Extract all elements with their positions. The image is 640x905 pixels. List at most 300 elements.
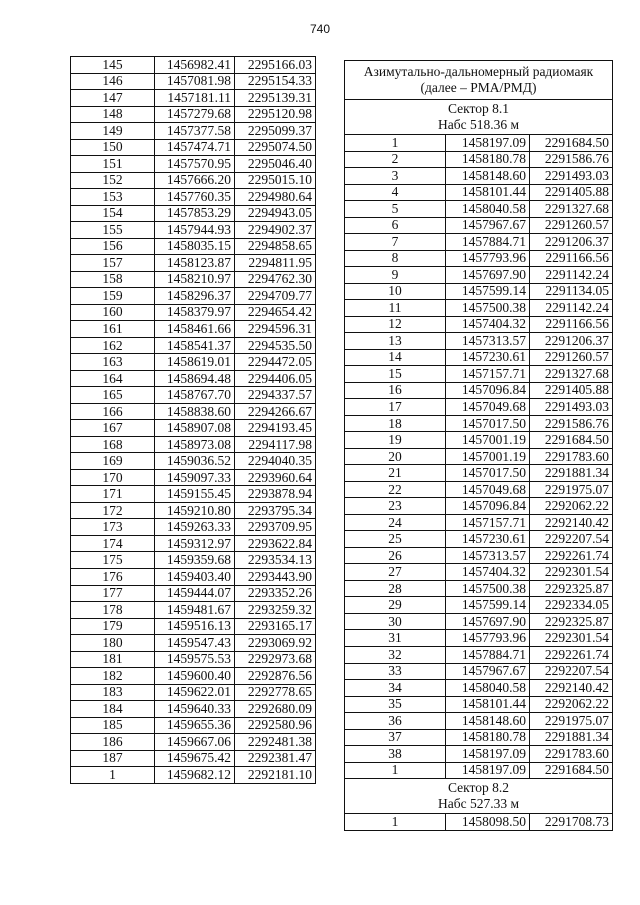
coordinate-x: 1458148.60 bbox=[446, 713, 530, 730]
coordinate-x: 1457001.19 bbox=[446, 448, 530, 465]
coordinates-table-right bbox=[344, 60, 613, 831]
coordinate-y: 2294858.65 bbox=[235, 238, 316, 255]
coordinate-x: 1458541.37 bbox=[155, 337, 235, 354]
coordinate-y: 2291493.03 bbox=[530, 168, 613, 185]
coordinate-x: 1457697.90 bbox=[446, 613, 530, 630]
table-row bbox=[345, 547, 613, 564]
point-number: 34 bbox=[345, 680, 446, 697]
coordinate-y: 2292207.54 bbox=[530, 663, 613, 680]
coordinate-x: 1459675.42 bbox=[155, 750, 235, 767]
coordinate-x: 1458148.60 bbox=[446, 168, 530, 185]
table-row bbox=[71, 403, 316, 420]
coordinate-x: 1457230.61 bbox=[446, 531, 530, 548]
table-row bbox=[71, 57, 316, 74]
table-row bbox=[71, 734, 316, 751]
coordinate-y: 2295046.40 bbox=[235, 156, 316, 173]
coordinate-y: 2291405.88 bbox=[530, 382, 613, 399]
coordinate-x: 1458767.70 bbox=[155, 387, 235, 404]
table-row bbox=[71, 535, 316, 552]
coordinate-x: 1457967.67 bbox=[446, 217, 530, 234]
coordinate-y: 2295154.33 bbox=[235, 73, 316, 90]
point-number: 166 bbox=[71, 403, 155, 420]
table-row bbox=[345, 680, 613, 697]
table-row bbox=[345, 283, 613, 300]
coordinate-y: 2293622.84 bbox=[235, 535, 316, 552]
coordinate-x: 1457793.96 bbox=[446, 250, 530, 267]
point-number: 20 bbox=[345, 448, 446, 465]
coordinate-x: 1458197.09 bbox=[446, 135, 530, 152]
coordinate-y: 2291708.73 bbox=[530, 814, 613, 831]
table-row bbox=[345, 184, 613, 201]
coordinate-y: 2294902.37 bbox=[235, 222, 316, 239]
point-number: 154 bbox=[71, 205, 155, 222]
point-number: 36 bbox=[345, 713, 446, 730]
point-number: 157 bbox=[71, 255, 155, 272]
table-row bbox=[345, 432, 613, 449]
table-row bbox=[71, 684, 316, 701]
table-row bbox=[71, 552, 316, 569]
coordinate-x: 1459600.40 bbox=[155, 668, 235, 685]
table-row bbox=[345, 382, 613, 399]
coordinates-table-left-body bbox=[71, 57, 316, 784]
coordinate-y: 2291783.60 bbox=[530, 448, 613, 465]
coordinate-x: 1457853.29 bbox=[155, 205, 235, 222]
table-row bbox=[71, 701, 316, 718]
table-row bbox=[71, 668, 316, 685]
table-row bbox=[71, 750, 316, 767]
table-row bbox=[345, 514, 613, 531]
point-number: 1 bbox=[345, 762, 446, 779]
table-row bbox=[345, 746, 613, 763]
point-number: 1 bbox=[345, 814, 446, 831]
coordinate-y: 2293878.94 bbox=[235, 486, 316, 503]
coordinate-x: 1458296.37 bbox=[155, 288, 235, 305]
coordinate-x: 1458098.50 bbox=[446, 814, 530, 831]
coordinate-y: 2291206.37 bbox=[530, 333, 613, 350]
point-number: 28 bbox=[345, 580, 446, 597]
coordinate-y: 2295166.03 bbox=[235, 57, 316, 74]
table-row bbox=[345, 498, 613, 515]
coordinate-y: 2295120.98 bbox=[235, 106, 316, 123]
table-row bbox=[71, 156, 316, 173]
point-number: 8 bbox=[345, 250, 446, 267]
point-number: 18 bbox=[345, 415, 446, 432]
point-number: 173 bbox=[71, 519, 155, 536]
table-row bbox=[345, 762, 613, 779]
table-row bbox=[345, 201, 613, 218]
coordinate-x: 1458197.09 bbox=[446, 762, 530, 779]
point-number: 15 bbox=[345, 366, 446, 383]
coordinate-y: 2291166.56 bbox=[530, 316, 613, 333]
coordinate-y: 2291684.50 bbox=[530, 135, 613, 152]
coordinate-y: 2294943.05 bbox=[235, 205, 316, 222]
coordinate-x: 1459263.33 bbox=[155, 519, 235, 536]
point-number: 31 bbox=[345, 630, 446, 647]
coordinate-x: 1457793.96 bbox=[446, 630, 530, 647]
point-number: 151 bbox=[71, 156, 155, 173]
point-number: 155 bbox=[71, 222, 155, 239]
coordinate-x: 1459155.45 bbox=[155, 486, 235, 503]
sector-header-row bbox=[345, 779, 613, 814]
point-number: 9 bbox=[345, 267, 446, 284]
coordinate-y: 2292062.22 bbox=[530, 498, 613, 515]
table-row bbox=[71, 651, 316, 668]
coordinate-x: 1459359.68 bbox=[155, 552, 235, 569]
table-row bbox=[71, 519, 316, 536]
coordinate-x: 1457096.84 bbox=[446, 382, 530, 399]
coordinate-x: 1457884.71 bbox=[446, 646, 530, 663]
coordinate-x: 1457230.61 bbox=[446, 349, 530, 366]
table-row bbox=[71, 717, 316, 734]
coordinate-y: 2294406.05 bbox=[235, 370, 316, 387]
sector-header bbox=[345, 779, 613, 814]
point-number: 163 bbox=[71, 354, 155, 371]
table-row bbox=[71, 304, 316, 321]
point-number: 2 bbox=[345, 151, 446, 168]
coordinate-x: 1459575.53 bbox=[155, 651, 235, 668]
coordinate-x: 1457049.68 bbox=[446, 481, 530, 498]
point-number: 19 bbox=[345, 432, 446, 449]
point-number: 156 bbox=[71, 238, 155, 255]
point-number: 182 bbox=[71, 668, 155, 685]
table-row bbox=[71, 453, 316, 470]
point-number: 14 bbox=[345, 349, 446, 366]
table-row bbox=[71, 486, 316, 503]
coordinate-y: 2291975.07 bbox=[530, 481, 613, 498]
table-row bbox=[71, 123, 316, 140]
coordinate-y: 2292140.42 bbox=[530, 680, 613, 697]
coordinate-y: 2292062.22 bbox=[530, 696, 613, 713]
table-row bbox=[345, 564, 613, 581]
coordinate-x: 1457313.57 bbox=[446, 333, 530, 350]
coordinate-y: 2291684.50 bbox=[530, 432, 613, 449]
point-number: 3 bbox=[345, 168, 446, 185]
coordinate-y: 2291684.50 bbox=[530, 762, 613, 779]
coordinate-x: 1459516.13 bbox=[155, 618, 235, 635]
coordinate-y: 2291881.34 bbox=[530, 465, 613, 482]
point-number: 164 bbox=[71, 370, 155, 387]
point-number: 183 bbox=[71, 684, 155, 701]
coordinate-x: 1457570.95 bbox=[155, 156, 235, 173]
point-number: 175 bbox=[71, 552, 155, 569]
coordinate-x: 1459655.36 bbox=[155, 717, 235, 734]
coordinate-x: 1459622.01 bbox=[155, 684, 235, 701]
coordinate-y: 2294535.50 bbox=[235, 337, 316, 354]
table-row bbox=[345, 729, 613, 746]
coordinate-x: 1457599.14 bbox=[446, 283, 530, 300]
table-row bbox=[71, 602, 316, 619]
coordinate-x: 1458694.48 bbox=[155, 370, 235, 387]
point-number: 27 bbox=[345, 564, 446, 581]
point-number: 181 bbox=[71, 651, 155, 668]
coordinate-y: 2293069.92 bbox=[235, 635, 316, 652]
table-row bbox=[345, 168, 613, 185]
point-number: 21 bbox=[345, 465, 446, 482]
coordinate-y: 2294709.77 bbox=[235, 288, 316, 305]
table-row bbox=[71, 635, 316, 652]
point-number: 185 bbox=[71, 717, 155, 734]
table-row bbox=[71, 271, 316, 288]
point-number: 11 bbox=[345, 300, 446, 317]
table-row bbox=[345, 151, 613, 168]
table-row bbox=[71, 238, 316, 255]
coordinate-x: 1457404.32 bbox=[446, 316, 530, 333]
coordinate-y: 2292261.74 bbox=[530, 646, 613, 663]
coordinate-y: 2292778.65 bbox=[235, 684, 316, 701]
coordinate-y: 2293259.32 bbox=[235, 602, 316, 619]
point-number: 147 bbox=[71, 90, 155, 107]
coordinate-x: 1458101.44 bbox=[446, 696, 530, 713]
table-row bbox=[345, 135, 613, 152]
coordinate-x: 1457081.98 bbox=[155, 73, 235, 90]
table-header-row bbox=[345, 61, 613, 100]
coordinate-y: 2292876.56 bbox=[235, 668, 316, 685]
coordinate-x: 1457157.71 bbox=[446, 514, 530, 531]
coordinate-x: 1457017.50 bbox=[446, 465, 530, 482]
coordinate-x: 1458035.15 bbox=[155, 238, 235, 255]
table-row bbox=[71, 469, 316, 486]
point-number: 37 bbox=[345, 729, 446, 746]
coordinate-x: 1458973.08 bbox=[155, 436, 235, 453]
table-row bbox=[345, 217, 613, 234]
coordinate-x: 1458180.78 bbox=[446, 151, 530, 168]
coordinate-y: 2291260.57 bbox=[530, 349, 613, 366]
point-number: 187 bbox=[71, 750, 155, 767]
coordinate-y: 2294040.35 bbox=[235, 453, 316, 470]
coordinate-y: 2292381.47 bbox=[235, 750, 316, 767]
table-row bbox=[71, 568, 316, 585]
coordinate-x: 1457017.50 bbox=[446, 415, 530, 432]
coordinate-y: 2294596.31 bbox=[235, 321, 316, 338]
coordinate-x: 1457096.84 bbox=[446, 498, 530, 515]
point-number: 24 bbox=[345, 514, 446, 531]
point-number: 16 bbox=[345, 382, 446, 399]
table-row bbox=[71, 321, 316, 338]
coordinate-x: 1457944.93 bbox=[155, 222, 235, 239]
coordinate-x: 1458379.97 bbox=[155, 304, 235, 321]
coordinate-y: 2292140.42 bbox=[530, 514, 613, 531]
coordinate-y: 2293534.13 bbox=[235, 552, 316, 569]
coordinate-x: 1459547.43 bbox=[155, 635, 235, 652]
point-number: 1 bbox=[345, 135, 446, 152]
coordinate-x: 1459682.12 bbox=[155, 767, 235, 784]
table-row bbox=[345, 333, 613, 350]
table-row bbox=[345, 646, 613, 663]
coordinate-x: 1459481.67 bbox=[155, 602, 235, 619]
point-number: 38 bbox=[345, 746, 446, 763]
point-number: 5 bbox=[345, 201, 446, 218]
coordinate-x: 1458197.09 bbox=[446, 746, 530, 763]
point-number: 160 bbox=[71, 304, 155, 321]
point-number: 168 bbox=[71, 436, 155, 453]
point-number: 153 bbox=[71, 189, 155, 206]
coordinate-x: 1458123.87 bbox=[155, 255, 235, 272]
coordinate-y: 2293960.64 bbox=[235, 469, 316, 486]
coordinate-x: 1457377.58 bbox=[155, 123, 235, 140]
table-row bbox=[345, 399, 613, 416]
coordinate-x: 1458619.01 bbox=[155, 354, 235, 371]
coordinate-x: 1457599.14 bbox=[446, 597, 530, 614]
coordinate-y: 2294266.67 bbox=[235, 403, 316, 420]
coordinate-y: 2291586.76 bbox=[530, 415, 613, 432]
coordinate-x: 1457279.68 bbox=[155, 106, 235, 123]
coordinate-x: 1459210.80 bbox=[155, 502, 235, 519]
coordinate-x: 1457157.71 bbox=[446, 366, 530, 383]
sector-height: Набс 518.36 м bbox=[438, 117, 520, 132]
table-row bbox=[71, 255, 316, 272]
coordinate-y: 2291327.68 bbox=[530, 201, 613, 218]
coordinate-y: 2295015.10 bbox=[235, 172, 316, 189]
table-row bbox=[71, 205, 316, 222]
coordinate-y: 2291405.88 bbox=[530, 184, 613, 201]
point-number: 23 bbox=[345, 498, 446, 515]
point-number: 32 bbox=[345, 646, 446, 663]
point-number: 169 bbox=[71, 453, 155, 470]
point-number: 161 bbox=[71, 321, 155, 338]
coordinate-x: 1456982.41 bbox=[155, 57, 235, 74]
coordinate-x: 1459036.52 bbox=[155, 453, 235, 470]
coordinate-y: 2292207.54 bbox=[530, 531, 613, 548]
table-row bbox=[71, 222, 316, 239]
point-number: 17 bbox=[345, 399, 446, 416]
coordinate-y: 2294762.30 bbox=[235, 271, 316, 288]
table-row bbox=[345, 316, 613, 333]
point-number: 35 bbox=[345, 696, 446, 713]
point-number: 184 bbox=[71, 701, 155, 718]
table-row bbox=[71, 354, 316, 371]
table-row bbox=[71, 502, 316, 519]
coordinate-x: 1458838.60 bbox=[155, 403, 235, 420]
coordinate-y: 2291142.24 bbox=[530, 300, 613, 317]
point-number: 179 bbox=[71, 618, 155, 635]
coordinate-x: 1457666.20 bbox=[155, 172, 235, 189]
coordinate-y: 2291166.56 bbox=[530, 250, 613, 267]
coordinate-y: 2291260.57 bbox=[530, 217, 613, 234]
point-number: 26 bbox=[345, 547, 446, 564]
coordinate-x: 1458040.58 bbox=[446, 201, 530, 218]
table-row bbox=[345, 465, 613, 482]
table-row bbox=[345, 448, 613, 465]
coordinate-y: 2293352.26 bbox=[235, 585, 316, 602]
point-number: 1 bbox=[71, 767, 155, 784]
point-number: 145 bbox=[71, 57, 155, 74]
sector-header-row bbox=[345, 100, 613, 135]
coordinate-y: 2291206.37 bbox=[530, 234, 613, 251]
coordinate-x: 1458210.97 bbox=[155, 271, 235, 288]
coordinate-x: 1458101.44 bbox=[446, 184, 530, 201]
table-row bbox=[345, 663, 613, 680]
point-number: 165 bbox=[71, 387, 155, 404]
coordinate-y: 2294811.95 bbox=[235, 255, 316, 272]
coordinate-x: 1459312.97 bbox=[155, 535, 235, 552]
point-number: 159 bbox=[71, 288, 155, 305]
coordinate-y: 2292481.38 bbox=[235, 734, 316, 751]
coordinate-y: 2295099.37 bbox=[235, 123, 316, 140]
point-number: 180 bbox=[71, 635, 155, 652]
coordinates-table-left bbox=[70, 56, 316, 784]
coordinate-y: 2294193.45 bbox=[235, 420, 316, 437]
table-row bbox=[345, 481, 613, 498]
point-number: 7 bbox=[345, 234, 446, 251]
point-number: 13 bbox=[345, 333, 446, 350]
coordinate-y: 2292680.09 bbox=[235, 701, 316, 718]
coordinate-y: 2292334.05 bbox=[530, 597, 613, 614]
coordinate-x: 1459403.40 bbox=[155, 568, 235, 585]
point-number: 4 bbox=[345, 184, 446, 201]
table-row bbox=[71, 370, 316, 387]
table-row bbox=[71, 73, 316, 90]
coordinate-y: 2293165.17 bbox=[235, 618, 316, 635]
point-number: 167 bbox=[71, 420, 155, 437]
coordinate-y: 2292301.54 bbox=[530, 630, 613, 647]
point-number: 148 bbox=[71, 106, 155, 123]
coordinate-x: 1457313.57 bbox=[446, 547, 530, 564]
point-number: 22 bbox=[345, 481, 446, 498]
coordinates-table-right-body bbox=[345, 61, 613, 831]
coordinate-x: 1457001.19 bbox=[446, 432, 530, 449]
table-row bbox=[345, 531, 613, 548]
table-row bbox=[345, 814, 613, 831]
coordinate-x: 1457049.68 bbox=[446, 399, 530, 416]
point-number: 25 bbox=[345, 531, 446, 548]
coordinate-y: 2291783.60 bbox=[530, 746, 613, 763]
table-row bbox=[71, 585, 316, 602]
coordinate-x: 1457474.71 bbox=[155, 139, 235, 156]
coordinate-y: 2293443.90 bbox=[235, 568, 316, 585]
table-row bbox=[345, 366, 613, 383]
point-number: 174 bbox=[71, 535, 155, 552]
point-number: 186 bbox=[71, 734, 155, 751]
coordinate-x: 1457500.38 bbox=[446, 580, 530, 597]
table-row bbox=[71, 767, 316, 784]
table-row bbox=[71, 189, 316, 206]
point-number: 178 bbox=[71, 602, 155, 619]
coordinate-y: 2293795.34 bbox=[235, 502, 316, 519]
coordinate-y: 2294980.64 bbox=[235, 189, 316, 206]
coordinate-y: 2291493.03 bbox=[530, 399, 613, 416]
table-row bbox=[71, 337, 316, 354]
table-row bbox=[345, 597, 613, 614]
point-number: 152 bbox=[71, 172, 155, 189]
point-number: 176 bbox=[71, 568, 155, 585]
table-row bbox=[71, 618, 316, 635]
sector-height: Набс 527.33 м bbox=[438, 796, 520, 812]
table-row bbox=[71, 420, 316, 437]
table-row bbox=[345, 580, 613, 597]
coordinate-y: 2294472.05 bbox=[235, 354, 316, 371]
table-row bbox=[345, 300, 613, 317]
table-row bbox=[71, 90, 316, 107]
coordinate-y: 2291586.76 bbox=[530, 151, 613, 168]
point-number: 146 bbox=[71, 73, 155, 90]
coordinate-y: 2294654.42 bbox=[235, 304, 316, 321]
coordinate-y: 2291327.68 bbox=[530, 366, 613, 383]
table-row bbox=[345, 630, 613, 647]
point-number: 170 bbox=[71, 469, 155, 486]
table-row bbox=[345, 613, 613, 630]
table-row bbox=[71, 106, 316, 123]
coordinate-y: 2292580.96 bbox=[235, 717, 316, 734]
table-row bbox=[345, 234, 613, 251]
point-number: 30 bbox=[345, 613, 446, 630]
coordinate-y: 2292325.87 bbox=[530, 580, 613, 597]
point-number: 150 bbox=[71, 139, 155, 156]
coordinate-x: 1457500.38 bbox=[446, 300, 530, 317]
coordinate-y: 2294117.98 bbox=[235, 436, 316, 453]
point-number: 12 bbox=[345, 316, 446, 333]
coordinate-y: 2292301.54 bbox=[530, 564, 613, 581]
table-row bbox=[345, 250, 613, 267]
